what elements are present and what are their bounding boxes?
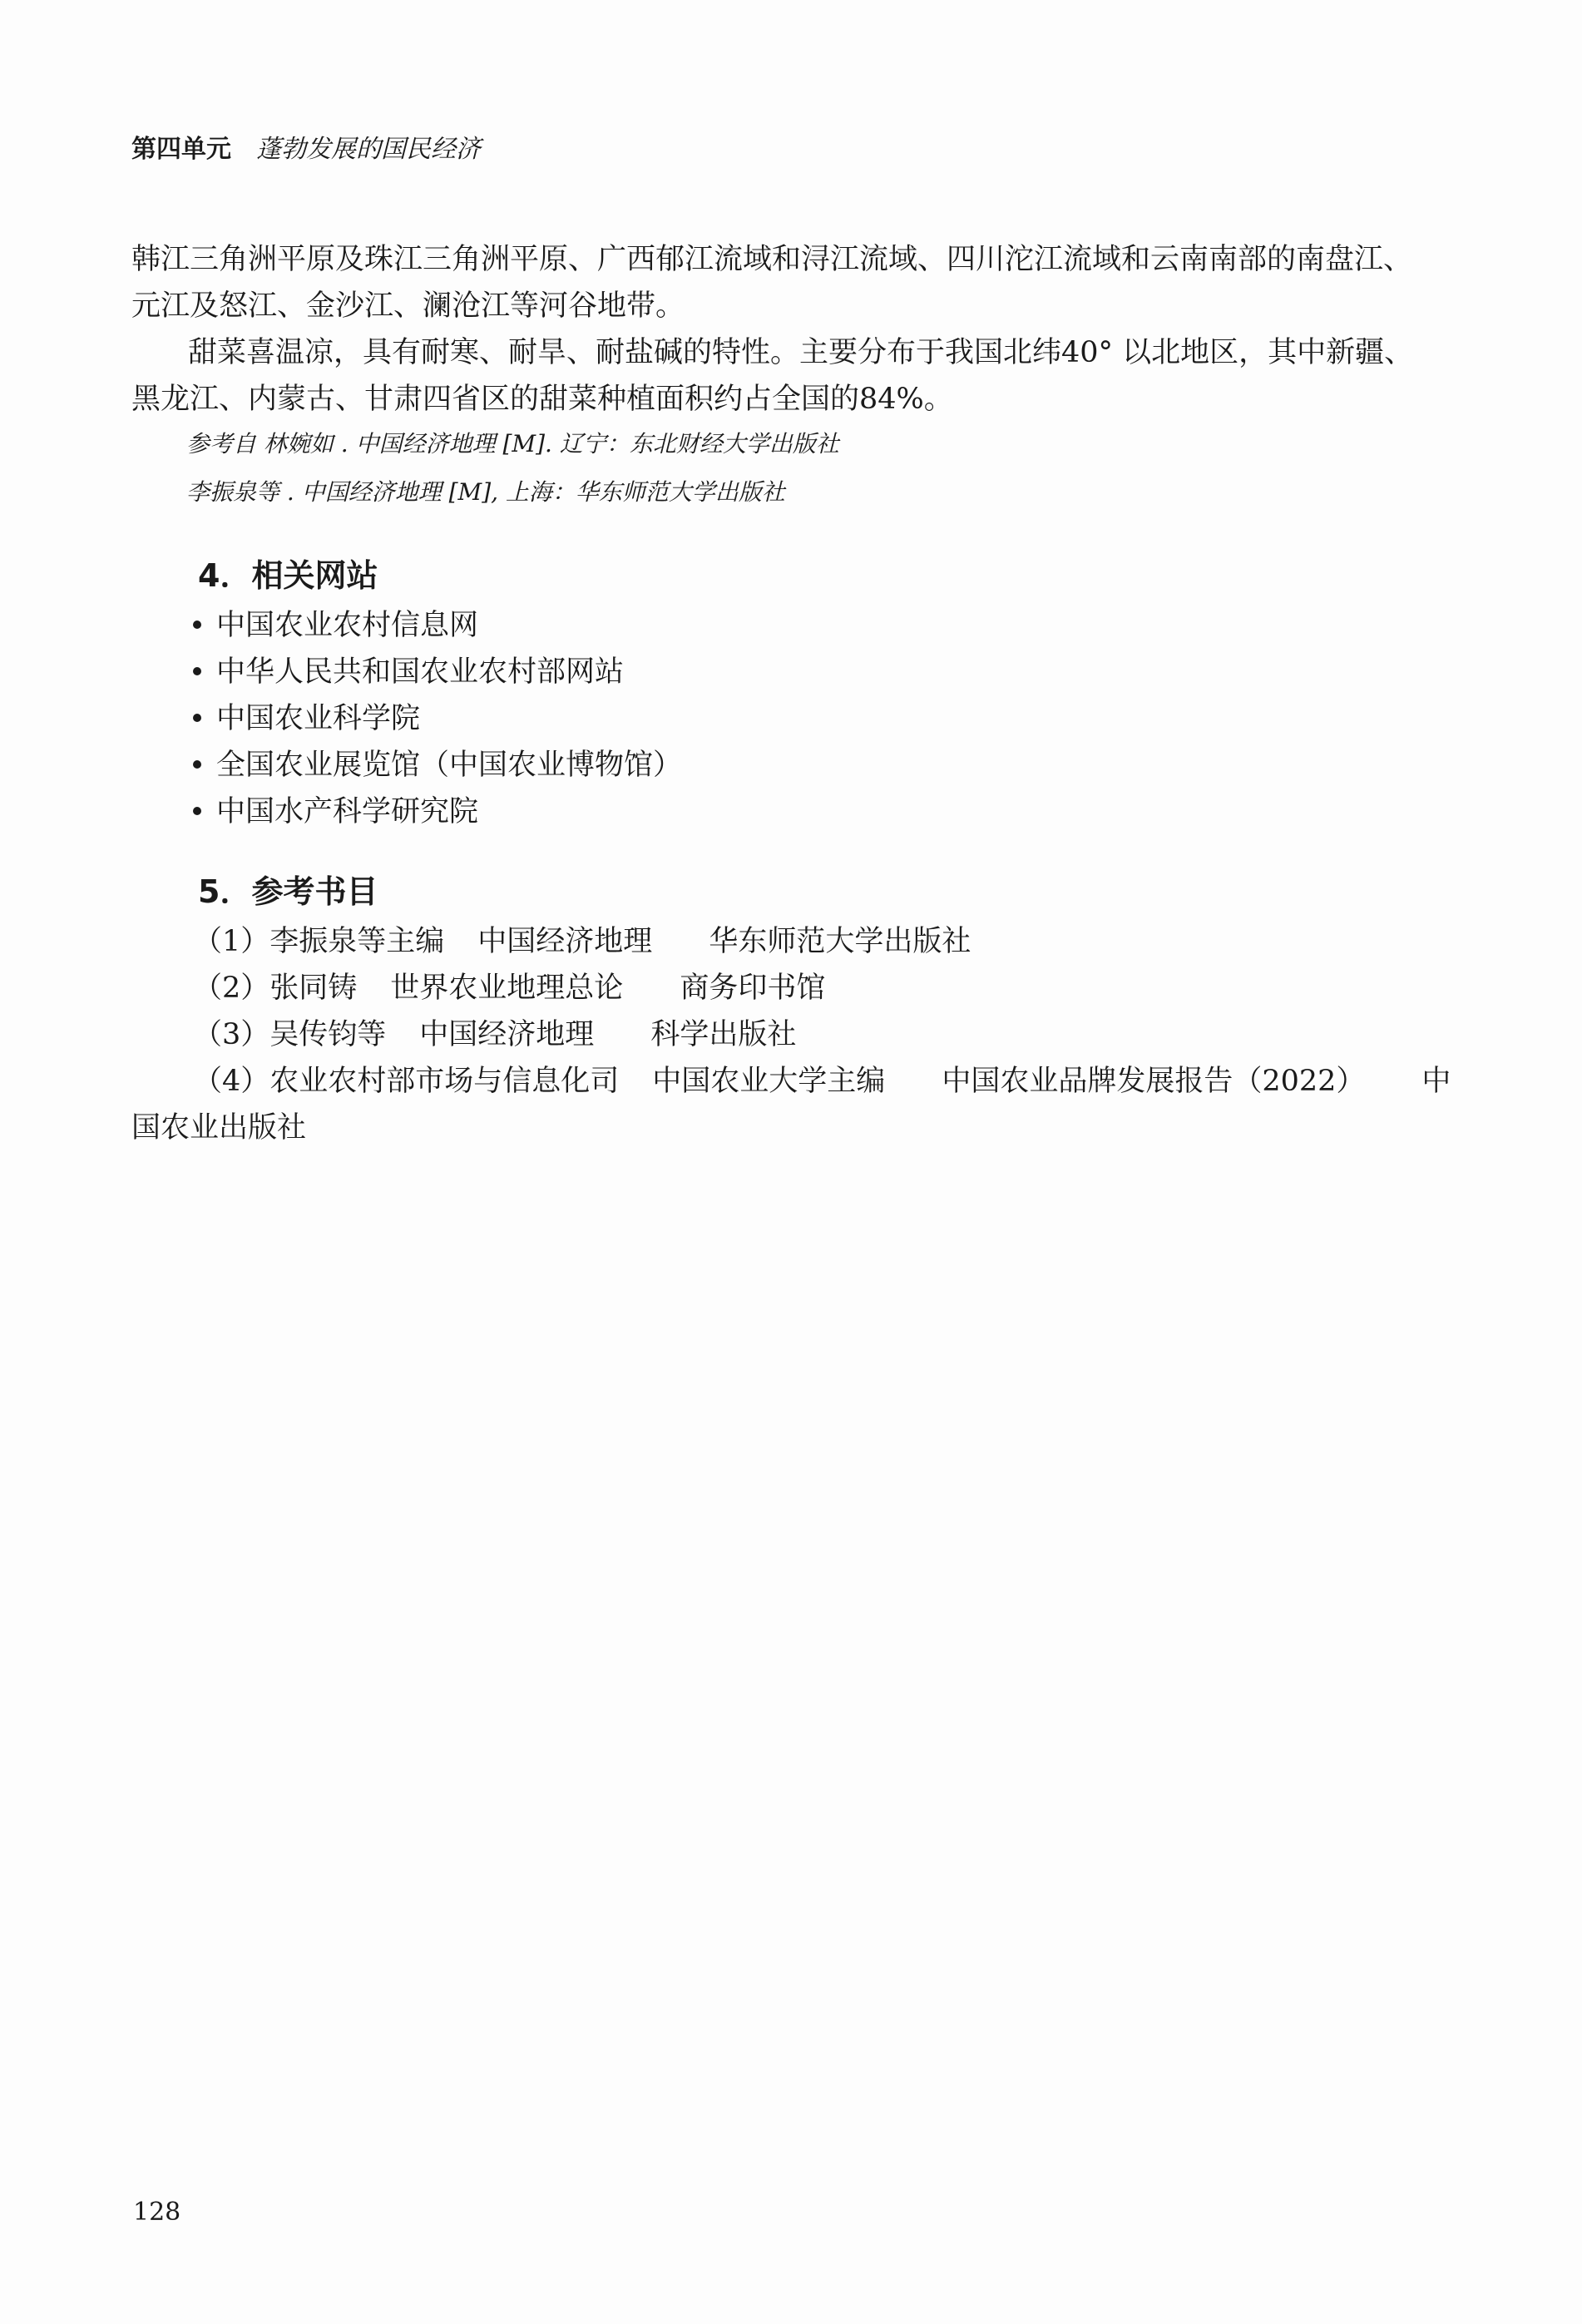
- section-title-websites: 4．相关网站: [198, 557, 378, 594]
- reference-note: 参考自 林婉如 . 中国经济地理 [M]. 辽宁：东北财经大学出版社: [186, 430, 839, 457]
- book-publisher: 中: [1421, 1065, 1451, 1098]
- book-publisher: 商务印书馆: [680, 972, 826, 1005]
- book-author: 张同铸: [269, 972, 358, 1005]
- unit-label: 第四单元: [131, 135, 231, 164]
- list-item: [193, 789, 682, 835]
- book-title: 中国农业品牌发展报告（2022）: [942, 1065, 1366, 1098]
- book-number: （2）: [193, 972, 270, 1005]
- book-title: 中国经济地理: [477, 925, 653, 958]
- list-item: [193, 649, 682, 695]
- website-name: 中华人民共和国农业农村部网站: [216, 655, 625, 689]
- page-number: 128: [133, 2198, 181, 2227]
- list-item: [193, 695, 682, 742]
- reference-note: 李振泉等 . 中国经济地理 [M], 上海：华东师范大学出版社: [186, 478, 785, 506]
- book-item: [193, 918, 1451, 965]
- book-number: （4）: [193, 1065, 270, 1098]
- running-header: [131, 133, 481, 166]
- book-number: （1）: [193, 925, 270, 958]
- website-name: 中国农业农村信息网: [216, 609, 479, 642]
- paragraph-line: 甜菜喜温凉，具有耐寒、耐旱、耐盐碱的特性。主要分布于我国北纬40° 以北地区，其中新疆、: [188, 336, 1414, 369]
- paragraph-line: 元江及怒江、金沙江、澜沧江等河谷地带。: [131, 289, 685, 323]
- book-publisher: 科学出版社: [650, 1018, 797, 1051]
- bullet-icon: [193, 714, 201, 722]
- book-author: 农业农村部市场与信息化司: [269, 1065, 620, 1098]
- unit-subtitle: 蓬勃发展的国民经济: [256, 135, 481, 164]
- book-editor: 中国农业大学主编: [652, 1065, 886, 1098]
- book-list: [193, 918, 1451, 1105]
- book-item: [193, 1011, 1451, 1058]
- website-name: 中国水产科学研究院: [216, 795, 479, 828]
- book-title: 世界农业地理总论: [390, 972, 624, 1005]
- paragraph-line: 韩江三角洲平原及珠江三角洲平原、广西郁江流域和浔江流域、四川沱江流域和云南南部的南盘江、: [131, 243, 1413, 276]
- website-name: 全国农业展览馆（中国农业博物馆）: [216, 749, 683, 782]
- book-author: 吴传钧等: [269, 1018, 387, 1051]
- book-author: 李振泉等主编: [269, 925, 445, 958]
- bullet-icon: [193, 807, 201, 815]
- section-title-books: 5．参考书目: [198, 873, 378, 910]
- website-name: 中国农业科学院: [216, 702, 421, 735]
- book-publisher: 华东师范大学出版社: [709, 925, 971, 958]
- book-publisher-continued: 国农业出版社: [131, 1111, 307, 1145]
- bullet-icon: [193, 621, 201, 629]
- book-item: [193, 1058, 1451, 1105]
- bullet-icon: [193, 667, 201, 675]
- bullet-icon: [193, 760, 201, 769]
- book-number: （3）: [193, 1018, 270, 1051]
- book-item: [193, 965, 1451, 1011]
- list-item: [193, 742, 682, 789]
- book-title: 中国经济地理: [419, 1018, 595, 1051]
- website-list: [193, 602, 682, 835]
- paragraph-line: 黑龙江、内蒙古、甘肃四省区的甜菜种植面积约占全国的84%。: [131, 383, 953, 416]
- list-item: [193, 602, 682, 649]
